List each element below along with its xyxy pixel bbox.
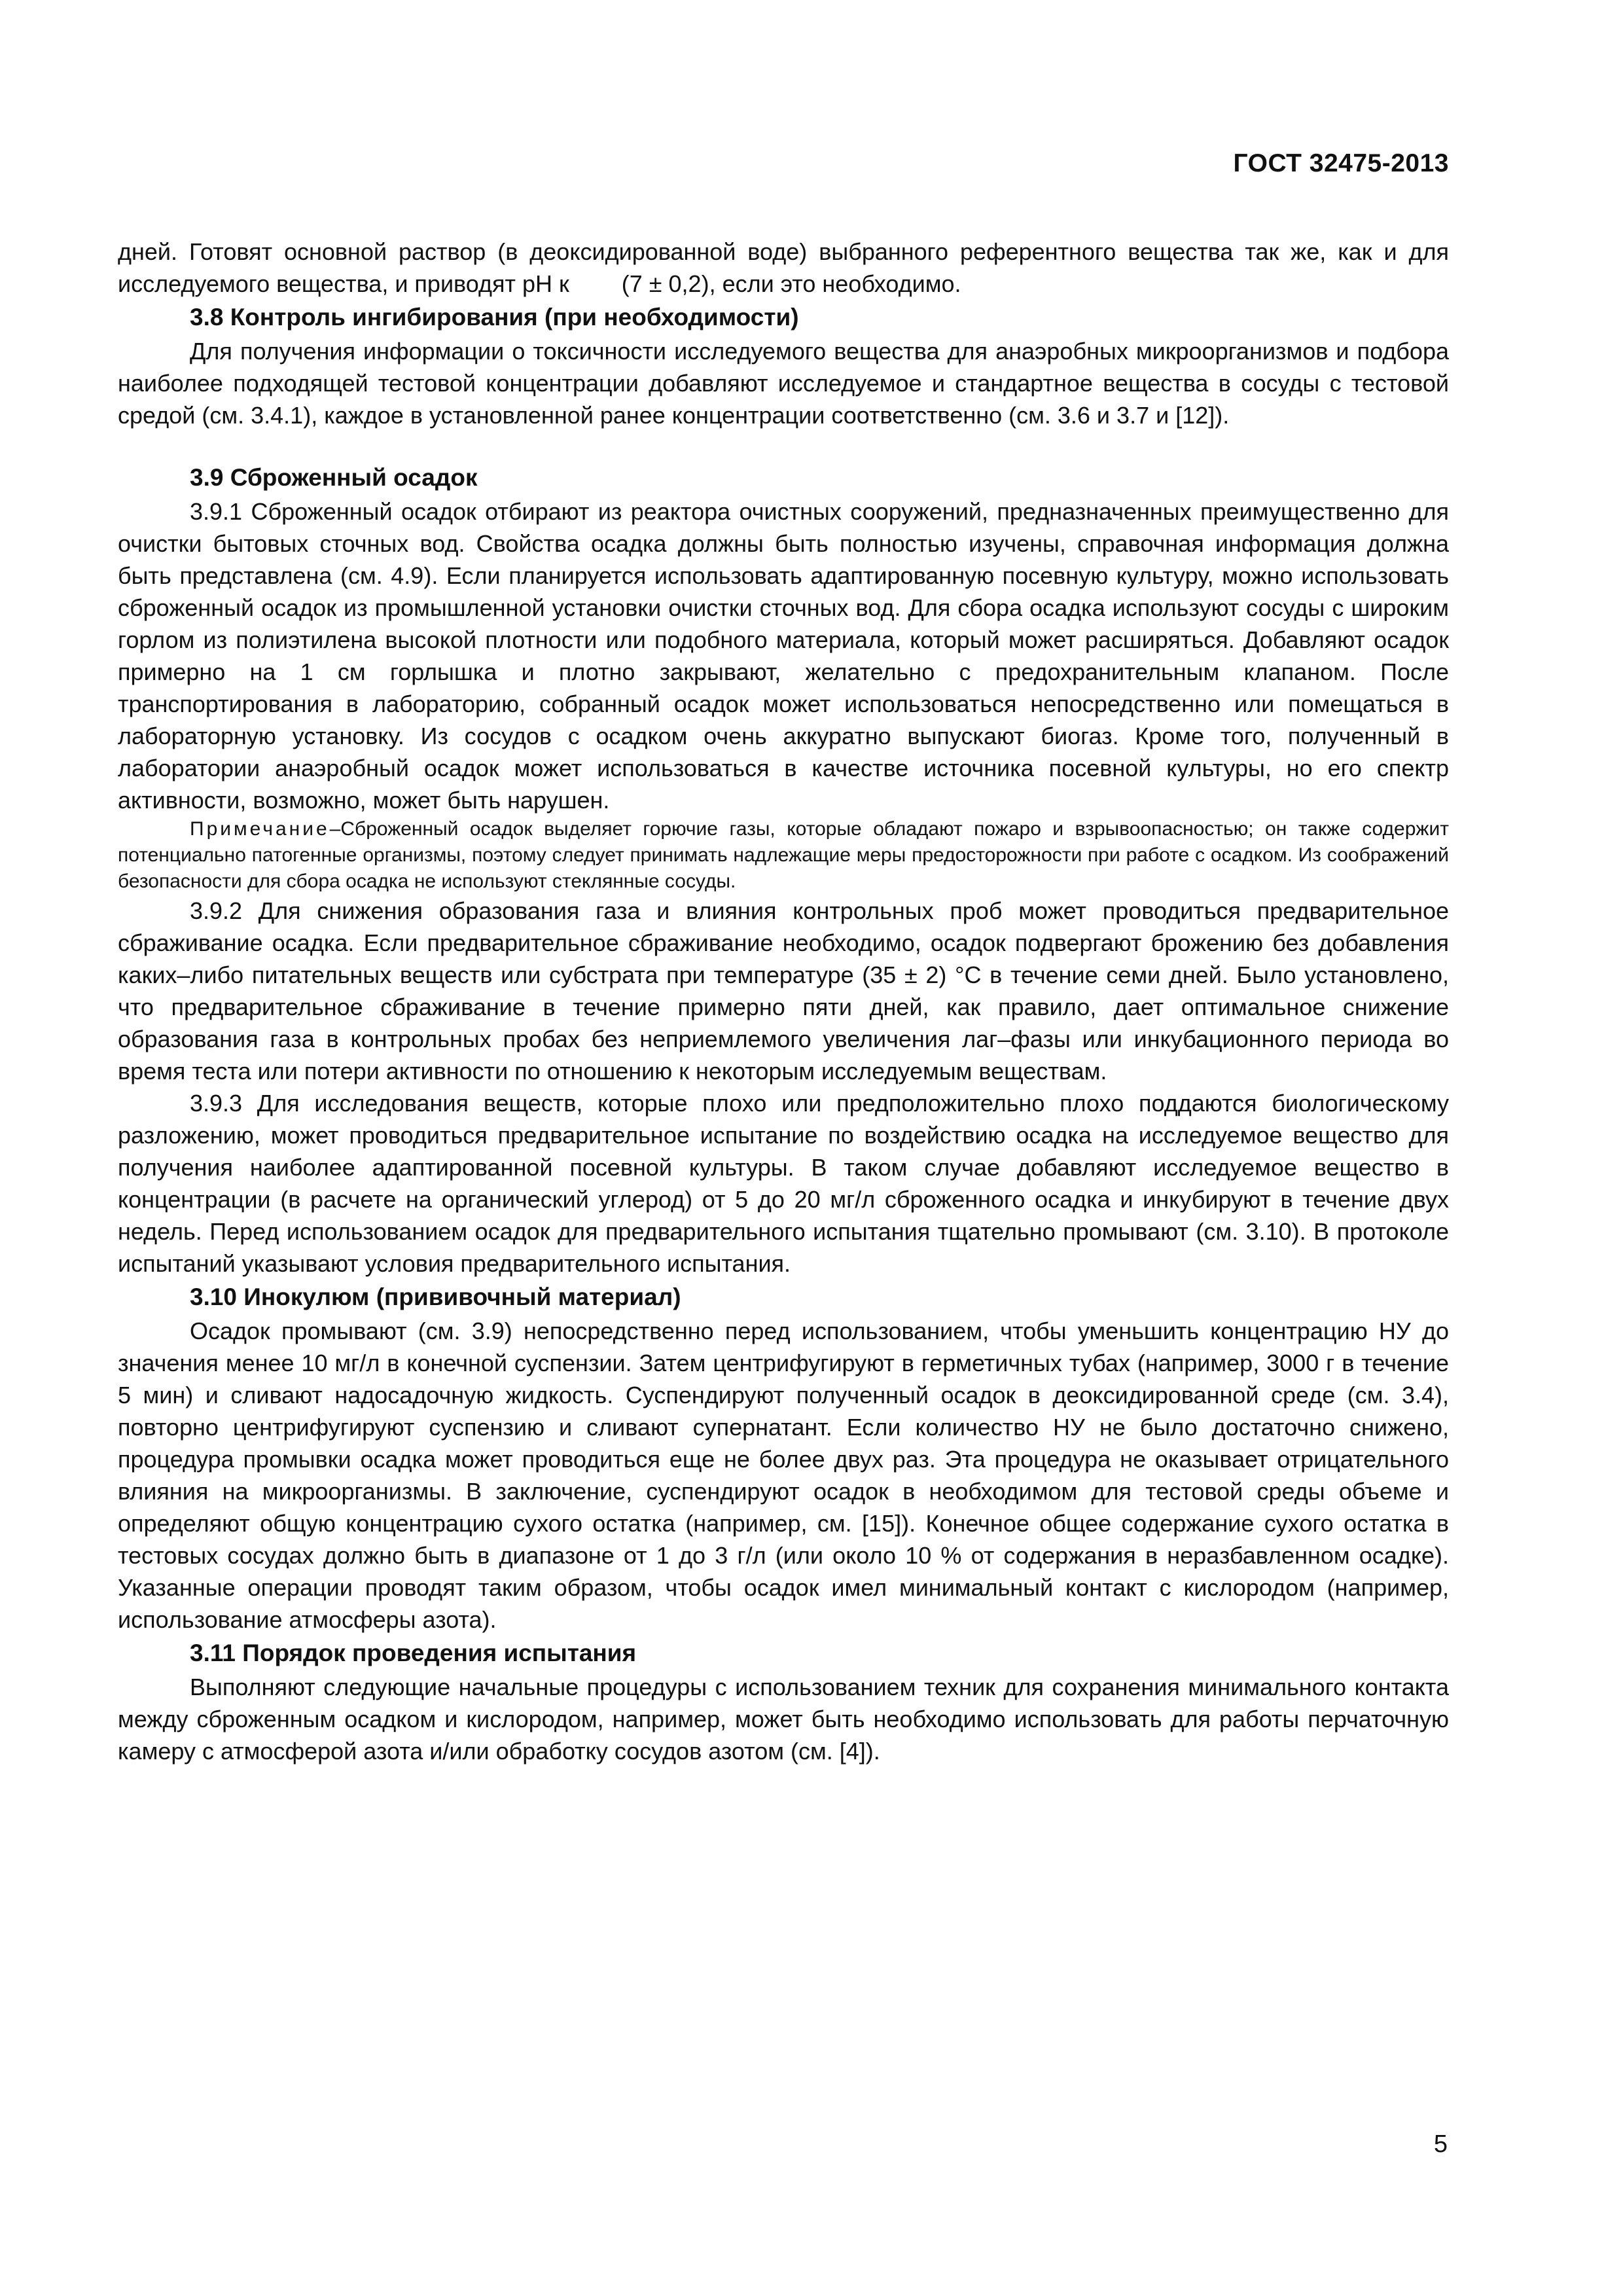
standard-code-header: ГОСТ 32475-2013 xyxy=(1233,149,1449,177)
section-heading-3-11: 3.11 Порядок проведения испытания xyxy=(190,1640,637,1666)
section-heading-3-9: 3.9 Сброженный осадок xyxy=(190,464,478,491)
paragraph-intro-part-b: (7 ± 0,2), если это необходимо. xyxy=(621,270,961,297)
paragraph-3-9-2: 3.9.2 Для снижения образования газа и влияния контрольных проб может проводиться предварительное сбраживание осадка. Если предварительное сбраживание необходимо, осадок подвергают брожению без добавления каких–либо питательных веществ или субстрата при температуре (35 ± 2) °С в течение семи дней. Было установлено, что предварительное сбраживание в течение примерно пяти дней, как правило, дает оптимальное снижение образования газа в контрольных пробах без неприемлемого увеличения лаг–фазы или инкубационного периода во время теста или потери активности по отношению к некоторым исследуемым веществам. xyxy=(118,897,1449,1085)
page-number: 5 xyxy=(1433,2130,1448,2158)
paragraph-3-9-3: 3.9.3 Для исследования веществ, которые плохо или предположительно плохо поддаются биологическому разложению, может проводиться предварительное испытание по воздействию осадка на исследуемое вещество для получения наиболее адаптированной посевной культуры. В таком случае добавляют исследуемое вещество в концентрации (в расчете на органический углерод) от 5 до 20 мг/л сброженного осадка и инкубируют в течение двух недель. Перед использованием осадок для предварительного испытания тщательно промывают (см. 3.10). В протоколе испытаний указывают условия предварительного испытания. xyxy=(118,1090,1449,1277)
note-block xyxy=(118,816,1449,895)
paragraph-3-10: Осадок промывают (см. 3.9) непосредственно перед использованием, чтобы уменьшить концентрацию НУ до значения менее 10 мг/л в конечной суспензии. Затем центрифугируют в герметичных тубах (например, 3000 г в течение 5 мин) и сливают надосадочную жидкость. Суспендируют полученный осадок в деоксидированной среде (см. 3.4), повторно центрифугируют суспензию и сливают супернатант. Если количество НУ не было достаточно снижено, процедура промывки осадка может проводиться еще не более двух раз. Эта процедура не оказывает отрицательного влияния на микроорганизмы. В заключение, суспендируют осадок в необходимом для тестовой среды объеме и определяют общую концентрацию сухого остатка (например, см. [15]). Конечное общее содержание сухого остатка в тестовых сосудах должно быть в диапазоне от 1 до 3 г/л (или около 10 % от содержания в неразбавленном осадке). Указанные операции проводят таким образом, чтобы осадок имел минимальный контакт с кислородом (например, использование атмосферы азота). xyxy=(118,1318,1449,1633)
paragraph-3-11: Выполняют следующие начальные процедуры с использованием техник для сохранения минимального контакта между сброженным осадком и кислородом, например, может быть необходимо использовать для работы перчаточную камеру с атмосферой азота и/или обработку сосудов азотом (см. [4]). xyxy=(118,1674,1449,1765)
section-heading-3-10: 3.10 Инокулюм (прививочный материал) xyxy=(190,1283,681,1310)
note-text: –Сброженный осадок выделяет горючие газы, которые обладают пожаро и взрывоопасностью; он также содержит потенциально патогенные организмы, поэтому следует принимать надлежащие меры предосторожности при работе с осадком. Из соображений безопасности для сбора осадка не используют стеклянные сосуды. xyxy=(118,818,1449,892)
note-label: Примечание xyxy=(190,818,330,840)
paragraph-3-9-1: 3.9.1 Сброженный осадок отбирают из реактора очистных сооружений, предназначенных преимущественно для очистки бытовых сточных вод. Свойства осадка должны быть полностью изучены, справочная информация должна быть представлена (см. 4.9). Если планируется использовать адаптированную посевную культуру, можно использовать сброженный осадок из промышленной установки очистки сточных вод. Для сбора осадка используют сосуды с широким горлом из полиэтилена высокой плотности или подобного материала, который может расширяться. Добавляют осадок примерно на 1 см горлышка и плотно закрывают, желательно с предохранительным клапаном. После транспортирования в лабораторию, собранный осадок может использоваться непосредственно или помещаться в лабораторную установку. Из сосудов с осадком очень аккуратно выпускают биогаз. Кроме того, полученный в лаборатории анаэробный осадок может использоваться в качестве источника посевной культуры, но его спектр активности, возможно, может быть нарушен. xyxy=(118,498,1449,814)
document-body xyxy=(118,236,1449,1767)
section-heading-3-8: 3.8 Контроль ингибирования (при необходимости) xyxy=(190,304,799,331)
paragraph-3-8: Для получения информации о токсичности исследуемого вещества для анаэробных микроорганизмов и подбора наиболее подходящей тестовой концентрации добавляют исследуемое и стандартное вещества в сосуды с тестовой средой (см. 3.4.1), каждое в установленной ранее концентрации соответственно (см. 3.6 и 3.7 и [12]). xyxy=(118,338,1449,429)
paragraph-intro-part-a: дней. Готовят основной раствор (в деоксидированной воде) выбранного референтного вещества так же, как и для исследуемого вещества, и приводят рН к xyxy=(118,238,1449,297)
paragraph-intro xyxy=(118,236,1449,300)
